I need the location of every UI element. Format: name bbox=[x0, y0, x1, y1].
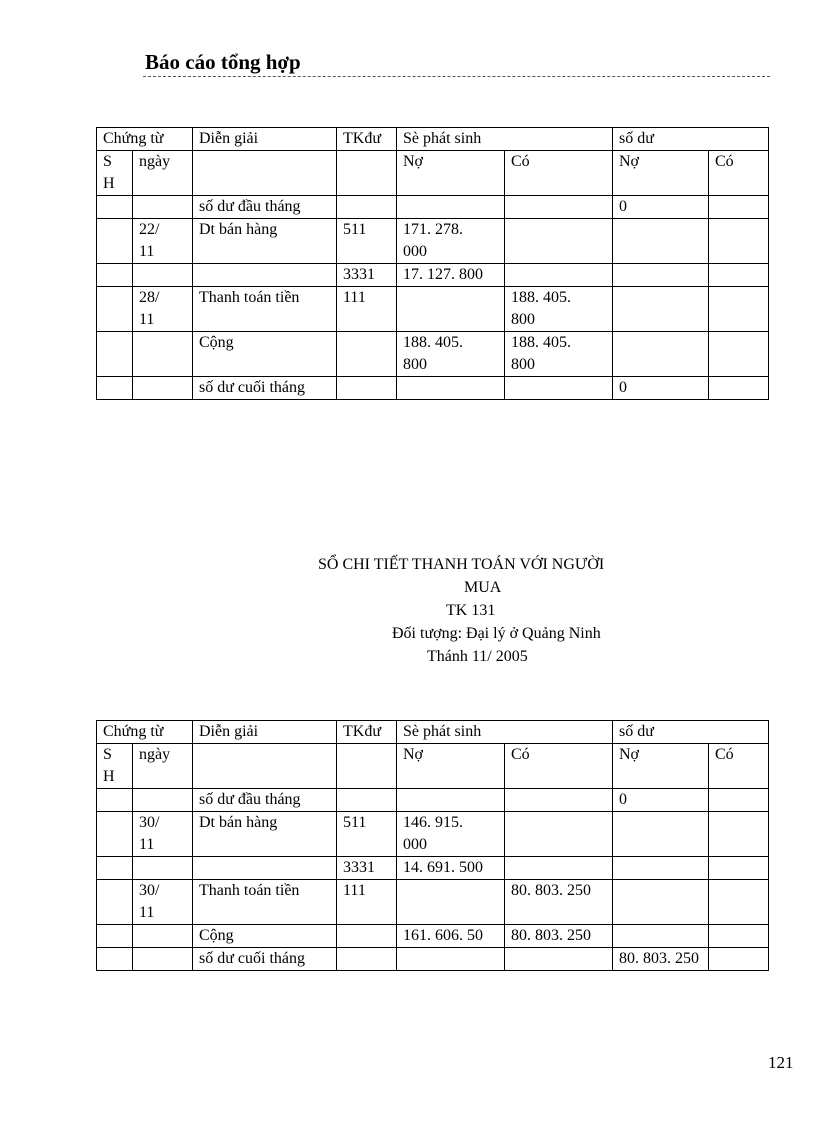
cell-ngay bbox=[133, 332, 193, 377]
heading-line-1: SỔ CHI TIẾT THANH TOÁN VỚI NGƯỜI bbox=[318, 556, 605, 573]
cell-sh bbox=[97, 812, 133, 857]
cell-du-co bbox=[709, 196, 769, 219]
header-so-du: số dư bbox=[613, 128, 769, 151]
cell-sh bbox=[97, 264, 133, 287]
table-row bbox=[97, 789, 769, 812]
cell-ps-no bbox=[397, 287, 505, 332]
cell-ps-co bbox=[505, 264, 613, 287]
ledger-1-body bbox=[97, 196, 769, 400]
table-row bbox=[97, 219, 769, 264]
cell-dien-giai: Dt bán hàng bbox=[193, 812, 337, 857]
cell-ps-co bbox=[505, 219, 613, 264]
header-ps-no: Nợ bbox=[397, 151, 505, 196]
header-dien-giai: Diễn giải bbox=[193, 721, 337, 744]
header-dien-giai: Diễn giải bbox=[193, 128, 337, 151]
header-empty bbox=[337, 151, 397, 196]
cell-du-no bbox=[613, 287, 709, 332]
cell-tk-du bbox=[337, 789, 397, 812]
cell-dien-giai: số dư cuối tháng bbox=[193, 377, 337, 400]
cell-ps-no bbox=[397, 377, 505, 400]
cell-du-no bbox=[613, 925, 709, 948]
cell-ps-co bbox=[505, 948, 613, 971]
table-row bbox=[97, 332, 769, 377]
header-row-2 bbox=[97, 744, 769, 789]
cell-ps-co: 80. 803. 250 bbox=[505, 880, 613, 925]
cell-ngay: 30/ 11 bbox=[133, 812, 193, 857]
cell-sh bbox=[97, 332, 133, 377]
cell-sh bbox=[97, 789, 133, 812]
cell-sh bbox=[97, 377, 133, 400]
cell-ps-co bbox=[505, 377, 613, 400]
cell-du-no bbox=[613, 857, 709, 880]
header-chung-tu: Chứng từ bbox=[97, 721, 193, 744]
header-du-no: Nợ bbox=[613, 744, 709, 789]
cell-dien-giai: số dư đầu tháng bbox=[193, 789, 337, 812]
cell-dien-giai: Cộng bbox=[193, 925, 337, 948]
cell-du-co bbox=[709, 857, 769, 880]
cell-sh bbox=[97, 880, 133, 925]
cell-du-no: 80. 803. 250 bbox=[613, 948, 709, 971]
ledger-table-1 bbox=[96, 127, 769, 400]
cell-ngay bbox=[133, 196, 193, 219]
cell-du-co bbox=[709, 880, 769, 925]
header-ps-co: Có bbox=[505, 151, 613, 196]
cell-ngay bbox=[133, 789, 193, 812]
cell-du-co bbox=[709, 264, 769, 287]
cell-du-no: 0 bbox=[613, 377, 709, 400]
cell-du-co bbox=[709, 332, 769, 377]
cell-dien-giai: số dư đầu tháng bbox=[193, 196, 337, 219]
header-chung-tu: Chứng từ bbox=[97, 128, 193, 151]
header-sh: S H bbox=[97, 744, 133, 789]
cell-du-no: 0 bbox=[613, 196, 709, 219]
header-so-phat-sinh: Sè phát sinh bbox=[397, 128, 613, 151]
header-empty bbox=[193, 744, 337, 789]
cell-dien-giai bbox=[193, 857, 337, 880]
cell-sh bbox=[97, 287, 133, 332]
table-row bbox=[97, 857, 769, 880]
cell-ps-no bbox=[397, 880, 505, 925]
cell-du-co bbox=[709, 812, 769, 857]
cell-du-no bbox=[613, 219, 709, 264]
table-row bbox=[97, 812, 769, 857]
cell-ps-no: 14. 691. 500 bbox=[397, 857, 505, 880]
cell-dien-giai: Dt bán hàng bbox=[193, 219, 337, 264]
cell-ngay bbox=[133, 377, 193, 400]
cell-du-no bbox=[613, 264, 709, 287]
table-row bbox=[97, 264, 769, 287]
cell-du-co bbox=[709, 789, 769, 812]
header-dashed-rule bbox=[143, 76, 770, 77]
header-ps-co: Có bbox=[505, 744, 613, 789]
cell-ps-co: 188. 405. 800 bbox=[505, 332, 613, 377]
heading-line-5: Thánh 11/ 2005 bbox=[427, 648, 528, 665]
header-row-1 bbox=[97, 721, 769, 744]
ledger-2-body bbox=[97, 789, 769, 971]
table-row bbox=[97, 880, 769, 925]
heading-line-4: Đối tượng: Đại lý ở Quảng Ninh bbox=[392, 625, 601, 642]
cell-ps-no bbox=[397, 196, 505, 219]
cell-tk-du bbox=[337, 948, 397, 971]
cell-ngay: 22/ 11 bbox=[133, 219, 193, 264]
cell-du-no bbox=[613, 332, 709, 377]
cell-tk-du: 111 bbox=[337, 880, 397, 925]
header-row-2 bbox=[97, 151, 769, 196]
header-du-no: Nợ bbox=[613, 151, 709, 196]
cell-tk-du bbox=[337, 377, 397, 400]
cell-ps-co bbox=[505, 789, 613, 812]
table-row bbox=[97, 948, 769, 971]
header-tk-du: TKđư bbox=[337, 128, 397, 151]
header-ps-no: Nợ bbox=[397, 744, 505, 789]
cell-dien-giai bbox=[193, 264, 337, 287]
ledger-2-head bbox=[97, 721, 769, 789]
cell-du-co bbox=[709, 948, 769, 971]
ledger-table-2 bbox=[96, 720, 769, 971]
header-empty bbox=[337, 744, 397, 789]
header-so-du: số dư bbox=[613, 721, 769, 744]
cell-sh bbox=[97, 925, 133, 948]
cell-tk-du: 3331 bbox=[337, 857, 397, 880]
header-row-1 bbox=[97, 128, 769, 151]
cell-ngay bbox=[133, 925, 193, 948]
header-ngay: ngày bbox=[133, 151, 193, 196]
cell-dien-giai: số dư cuối tháng bbox=[193, 948, 337, 971]
cell-ps-co: 188. 405. 800 bbox=[505, 287, 613, 332]
cell-ps-co bbox=[505, 812, 613, 857]
table-row bbox=[97, 287, 769, 332]
cell-tk-du: 3331 bbox=[337, 264, 397, 287]
cell-ps-no: 171. 278. 000 bbox=[397, 219, 505, 264]
cell-dien-giai: Thanh toán tiền bbox=[193, 287, 337, 332]
cell-ps-co bbox=[505, 857, 613, 880]
cell-tk-du bbox=[337, 196, 397, 219]
cell-ngay: 28/ 11 bbox=[133, 287, 193, 332]
cell-ngay bbox=[133, 948, 193, 971]
cell-du-co bbox=[709, 377, 769, 400]
cell-sh bbox=[97, 948, 133, 971]
cell-ps-no bbox=[397, 789, 505, 812]
cell-du-no bbox=[613, 812, 709, 857]
cell-ps-no: 17. 127. 800 bbox=[397, 264, 505, 287]
table-row bbox=[97, 925, 769, 948]
report-header-title: Báo cáo tổng hợp bbox=[145, 50, 301, 74]
cell-tk-du: 511 bbox=[337, 219, 397, 264]
ledger-1-head bbox=[97, 128, 769, 196]
cell-du-no: 0 bbox=[613, 789, 709, 812]
header-du-co: Có bbox=[709, 151, 769, 196]
header-tk-du: TKđư bbox=[337, 721, 397, 744]
cell-tk-du bbox=[337, 332, 397, 377]
page-number: 121 bbox=[768, 1053, 794, 1072]
cell-du-co bbox=[709, 287, 769, 332]
cell-ngay bbox=[133, 264, 193, 287]
cell-sh bbox=[97, 196, 133, 219]
cell-sh bbox=[97, 857, 133, 880]
cell-ps-co: 80. 803. 250 bbox=[505, 925, 613, 948]
cell-ps-co bbox=[505, 196, 613, 219]
cell-ngay bbox=[133, 857, 193, 880]
cell-du-co bbox=[709, 219, 769, 264]
cell-du-no bbox=[613, 880, 709, 925]
cell-sh bbox=[97, 219, 133, 264]
cell-ps-no: 161. 606. 50 bbox=[397, 925, 505, 948]
heading-line-3: TK 131 bbox=[446, 602, 496, 619]
header-du-co: Có bbox=[709, 744, 769, 789]
cell-du-co bbox=[709, 925, 769, 948]
header-empty bbox=[193, 151, 337, 196]
cell-tk-du bbox=[337, 925, 397, 948]
cell-ps-no: 188. 405. 800 bbox=[397, 332, 505, 377]
table-row bbox=[97, 196, 769, 219]
cell-dien-giai: Cộng bbox=[193, 332, 337, 377]
header-sh: S H bbox=[97, 151, 133, 196]
cell-tk-du: 111 bbox=[337, 287, 397, 332]
header-so-phat-sinh: Sè phát sinh bbox=[397, 721, 613, 744]
cell-tk-du: 511 bbox=[337, 812, 397, 857]
header-ngay: ngày bbox=[133, 744, 193, 789]
cell-dien-giai: Thanh toán tiền bbox=[193, 880, 337, 925]
cell-ps-no bbox=[397, 948, 505, 971]
cell-ps-no: 146. 915. 000 bbox=[397, 812, 505, 857]
heading-line-2: MUA bbox=[464, 579, 502, 596]
cell-ngay: 30/ 11 bbox=[133, 880, 193, 925]
table-row bbox=[97, 377, 769, 400]
